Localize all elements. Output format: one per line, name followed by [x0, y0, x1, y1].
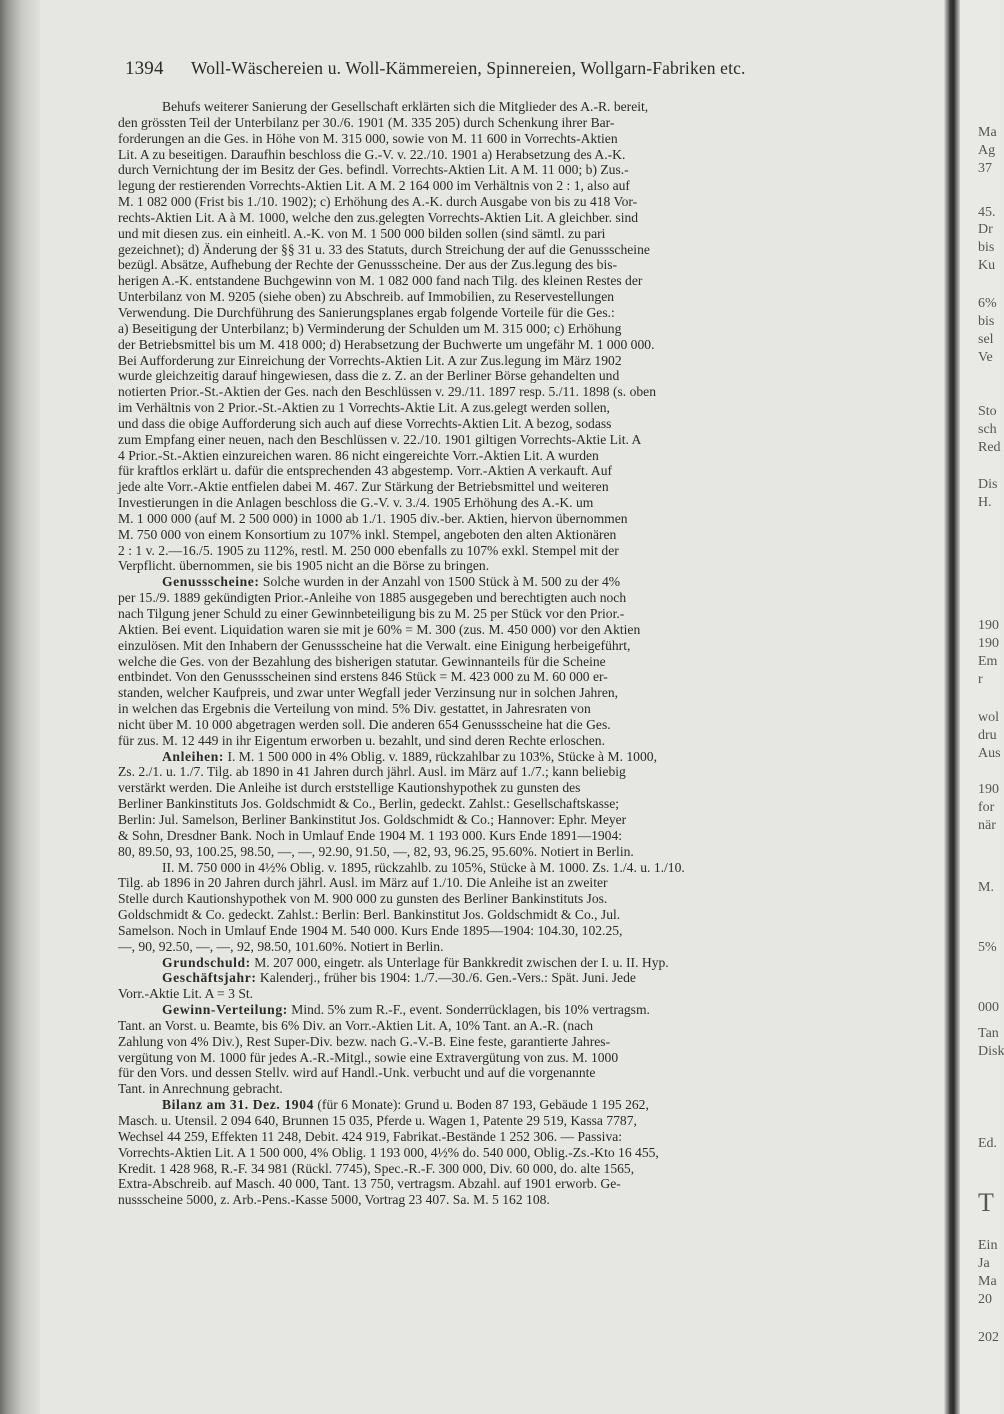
- text-line: Lit. A zu beseitigen. Daraufhin beschloss die G.-V. v. 22./10. 1901 a) Herabsetzung des A.-K.: [118, 146, 626, 162]
- text-line: Unterbilanz von M. 9205 (siehe oben) zu Abschreib. auf Immobilien, zu Reservestellungen: [118, 289, 615, 305]
- section-gewinn-verteilung: Gewinn-Verteilung: Mind. 5% zum R.-F., event. Sonderrücklagen, bis 10% vertragsm.: [162, 1002, 650, 1018]
- section-heading: Genussscheine:: [162, 574, 260, 590]
- book-gutter: [944, 0, 960, 1414]
- text-line: Stelle durch Kautionshypothek von M. 900 000 zu gunsten des Berliner Bankinstituts Jos.: [118, 891, 608, 907]
- text-line: verstärkt werden. Die Anleihe ist durch erststellige Kautionshypothek zu gunsten des: [118, 780, 581, 796]
- text-line: entbindet. Von den Genussscheinen sind erstens 846 Stück = M. 423 000 zu M. 60 000 er-: [118, 669, 608, 685]
- facing-page-fragment: H.: [978, 495, 992, 510]
- text-line: gezeichnet); d) Änderung der §§ 31 u. 33 des Statuts, durch Streichung der auf die Genussscheine: [118, 241, 650, 257]
- text-line: Vorr.-Aktie Lit. A = 3 St.: [118, 986, 254, 1002]
- text-line: Aktien. Bei event. Liquidation waren sie mit je 60% = M. 300 (zus. M. 450 000) vor den Aktien: [118, 621, 641, 637]
- facing-page-fragment: bis: [978, 314, 995, 329]
- facing-page-fragment: Ma: [978, 125, 997, 140]
- text-line: a) Beseitigung der Unterbilanz; b) Verminderung der Schulden um M. 315 000; c) Erhöhung: [118, 320, 622, 336]
- text-line: rechts-Aktien Lit. A à M. 1000, welche den zus.gelegten Vorrechts-Aktien Lit. A gleichber. sind: [118, 209, 639, 225]
- text-line: Verpflicht. übernommen, sie bis 1905 nicht an die Börse zu bringen.: [118, 558, 490, 574]
- facing-page-fragment: Red: [978, 440, 1001, 455]
- text-line: Verwendung. Die Durchführung des Sanierungsplanes ergab folgende Vorteile für die Ges.:: [118, 304, 615, 320]
- section-grundschuld: Grundschuld: M. 207 000, eingetr. als Unterlage für Bankkredit zwischen der I. u. II. Hyp.: [162, 954, 669, 970]
- text-line: Tilg. ab 1896 in 20 Jahren durch jährl. Ausl. im März auf 1./10. Die Anleihe ist an zweiter: [118, 875, 608, 891]
- text-line: nussscheine 5000, z. Arb.-Pens.-Kasse 5000, Vortrag 23 407. Sa. M. 5 162 108.: [118, 1192, 550, 1208]
- text-line: Zahlung von 4% Div.), Rest Super-Div. bezw. nach G.-V.-B. Eine feste, garantierte Jahres-: [118, 1033, 611, 1049]
- section-genussscheine: Genussscheine: Solche wurden in der Anzahl von 1500 Stück à M. 500 zu der 4%: [162, 574, 621, 590]
- facing-page-fragment: wol: [978, 710, 999, 725]
- facing-page-fragment: M.: [978, 880, 994, 895]
- text-line: Goldschmidt & Co. gedeckt. Zahlst.: Berlin: Berl. Bankinstitut Jos. Goldschmidt & Co., Jul.: [118, 907, 621, 923]
- facing-page-fragment: 190: [978, 618, 999, 633]
- facing-page-fragment: Ag: [978, 143, 996, 158]
- facing-page-fragment: 45.: [978, 205, 996, 220]
- section-heading: Grundschuld:: [162, 954, 251, 970]
- text-line: einzulösen. Mit den Inhabern der Genussscheine hat die Verwalt. eine Einigung herbeigeführt,: [118, 637, 631, 653]
- text-line: Behufs weiterer Sanierung der Gesellschaft erklärten sich die Mitglieder des A.-R. bereit,: [162, 99, 649, 114]
- text-line: standen, welcher Kaufpreis, und zwar unter Wegfall jeder Verzinsung nur in solchen Jahren,: [118, 685, 619, 701]
- text-line: im Verhältnis von 2 Prior.-St.-Aktien zu 1 Vorrechts-Aktie Lit. A zus.gelegt werden sollen,: [118, 400, 610, 416]
- text-line: Tant. in Anrechnung gebracht.: [118, 1081, 283, 1097]
- facing-page-fragment: bis: [978, 240, 995, 255]
- facing-page-fragment: Tan: [978, 1026, 999, 1041]
- text-line: Samelson. Noch in Umlauf Ende 1904 M. 540 000. Kurs Ende 1895—1904: 104.30, 102.25,: [118, 922, 623, 938]
- text-line: 2 : 1 v. 2.—16./5. 1905 zu 112%, restl. M. 250 000 ebenfalls zu 107% exkl. Stempel mit der: [118, 542, 619, 558]
- facing-page-fragment: Ku: [978, 258, 996, 273]
- text-line: M. 1 000 000 (auf M. 2 500 000) in 1000 ab 1./1. 1905 div.-ber. Aktien, hiervon übernommen: [118, 510, 628, 526]
- section-heading: Bilanz am 31. Dez. 1904: [162, 1097, 314, 1113]
- section-anleihen: Anleihen: I. M. 1 500 000 in 4% Oblig. v. 1889, rückzahlbar zu 103%, Stücke à M. 1000,: [162, 748, 657, 764]
- facing-page-edge: [960, 0, 1004, 1414]
- facing-page-fragment: Ein: [978, 1238, 998, 1253]
- text-line: & Sohn, Dresdner Bank. Noch in Umlauf Ende 1904 M. 1 193 000. Kurs Ende 1891—1904:: [118, 827, 623, 843]
- text-line: Zs. 2./1. u. 1./7. Tilg. ab 1890 in 41 Jahren durch jährl. Ausl. im März auf 1./7.; kann beliebig: [118, 764, 626, 780]
- text-line: Tant. an Vorst. u. Beamte, bis 6% Div. an Vorr.-Aktien Lit. A, 10% Tant. an A.-R. (nach: [118, 1017, 594, 1033]
- facing-page-fragment: 000: [978, 1000, 999, 1015]
- facing-page-fragment: 202: [978, 1330, 999, 1345]
- facing-page-fragment: 37: [978, 161, 992, 176]
- facing-page-fragment: sel: [978, 332, 994, 347]
- section-bilanz: Bilanz am 31. Dez. 1904 (für 6 Monate): Grund u. Boden 87 193, Gebäude 1 195 262,: [162, 1097, 649, 1113]
- text-line: für kraftlos erklärt u. dafür die entsprechenden 43 abgestemp. Vorr.-Aktien A verkauft. Auf: [118, 463, 613, 479]
- facing-page-fragment: 20: [978, 1292, 992, 1307]
- facing-page-fragment: Em: [978, 654, 998, 669]
- text-line: Bei Aufforderung zur Einreichung der Vorrechts-Aktien Lit. A zur Zus.legung im März 1902: [118, 352, 622, 368]
- text-line: Kredit. 1 428 968, R.-F. 34 981 (Rückl. 7745), Spec.-R.-F. 300 000, Div. 60 000, do. alte 1565,: [118, 1160, 635, 1176]
- text-line: Wechsel 44 259, Effekten 11 248, Debit. 424 919, Fabrikat.-Bestände 1 252 306. — Passiva:: [118, 1128, 623, 1144]
- facing-page-fragment: for: [978, 800, 995, 815]
- scan-binding-edge: [0, 0, 40, 1414]
- facing-page-fragment: 190: [978, 782, 999, 797]
- text-line: den grössten Teil der Unterbilanz per 30./6. 1901 (M. 335 205) durch Schenkung ihrer Bar-: [118, 114, 615, 130]
- facing-page-fragment: Ma: [978, 1274, 997, 1289]
- text-line: Berlin: Jul. Samelson, Berliner Bankinstitut Jos. Goldschmidt & Co.; Hannover: Ephr. Meyer: [118, 811, 627, 827]
- facing-page-fragment: sch: [978, 422, 997, 437]
- text-line: —, 90, 92.50, —, —, 92, 98.50, 101.60%. Notiert in Berlin.: [118, 938, 444, 954]
- section-heading: Gewinn-Verteilung:: [162, 1002, 288, 1018]
- text-line: für zus. M. 12 449 in ihr Eigentum erworben u. bezahlt, und sind deren Rechte erloschen.: [118, 732, 605, 748]
- page-header: [125, 58, 945, 80]
- facing-page-fragment: Disk: [978, 1044, 1004, 1059]
- facing-page-fragment: Aus: [978, 746, 1001, 761]
- text-line: Vorrechts-Aktien Lit. A 1 500 000, 4% Oblig. 1 193 000, 4½% do. 540 000, Oblig.-Zs.-Kto 16 455,: [118, 1144, 659, 1160]
- text-line: nicht über M. 10 000 abgetragen werden soll. Die anderen 654 Genussscheine hat die Ges.: [118, 716, 611, 732]
- section-heading: Geschäftsjahr:: [162, 970, 257, 986]
- text-line: und dass die obige Aufforderung sich auch auf diese Vorrechts-Aktien Lit. A bezog, sodass: [118, 415, 612, 431]
- facing-page-fragment: Ed.: [978, 1136, 998, 1151]
- text-line: jede alte Vorr.-Aktie entfielen dabei M. 467. Zur Stärkung der Betriebsmittel und weiteren: [118, 479, 609, 495]
- text-line: notierten Prior.-St.-Aktien der Ges. nach den Beschlüssen v. 29./11. 1897 resp. 5./11. 1898 (s. oben: [118, 384, 656, 400]
- text-line: durch Vernichtung der im Besitz der Ges. befindl. Vorrechts-Aktien Lit. A M. 11 000; b) Zus.-: [118, 162, 629, 178]
- text-line: legung der restierenden Vorrechts-Aktien Lit. A M. 2 164 000 im Verhältnis von 2 : 1, also auf: [118, 178, 630, 194]
- text-line: zum Empfang einer neuen, nach den Beschlüssen v. 22./10. 1901 giltigen Vorrechts-Aktie Lit. A: [118, 431, 642, 447]
- facing-page-fragment: 5%: [978, 940, 997, 955]
- facing-page-fragment: Ve: [978, 350, 993, 365]
- facing-page-fragment: Ja: [978, 1256, 990, 1271]
- text-line: der Betriebsmittel bis um M. 418 000; d) Herabsetzung der Buchwerte um ungefähr M. 1 000 000.: [118, 336, 655, 352]
- text-line: Berliner Bankinstituts Jos. Goldschmidt & Co., Berlin, gedeckt. Zahlst.: Gesellschaftskasse;: [118, 796, 620, 812]
- text-line: vergütung von M. 1000 für jedes A.-R.-Mitgl., sowie eine Extravergütung von zus. M. 1000: [118, 1049, 619, 1065]
- section-geschaeftsjahr: Geschäftsjahr: Kalenderj., früher bis 1904: 1./7.—30./6. Gen.-Vers.: Spät. Juni. Jede: [162, 970, 636, 986]
- facing-page-fragment: 190: [978, 636, 999, 651]
- facing-page-fragment: Sto: [978, 404, 997, 419]
- text-line: Extra-Abschreib. auf Masch. 40 000, Tant. 13 750, vertragsm. Abzahl. auf 1901 erworb. Ge-: [118, 1176, 621, 1192]
- text-line: herigen A.-K. entstandene Buchgewinn von M. 1 082 000 fand nach Tilg. des kleinen Restes der: [118, 273, 643, 289]
- text-line: Investierungen in die Anlagen beschloss die G.-V. v. 3./4. 1905 Erhöhung des A.-K. um: [118, 495, 594, 511]
- text-line: wurde gleichzeitig darauf hingewiesen, dass die z. Z. an der Berliner Börse gehandelten und: [118, 368, 620, 384]
- facing-page-fragment: när: [978, 818, 996, 833]
- text-line: II. M. 750 000 in 4½% Oblig. v. 1895, rückzahlb. zu 105%, Stücke à M. 1000. Zs. 1./4. u. 1./10.: [162, 859, 685, 875]
- facing-page-fragment: Dis: [978, 477, 998, 492]
- running-title: Woll-Wäschereien u. Woll-Kämmereien, Spinnereien, Wollgarn-Fabriken etc.: [191, 58, 746, 78]
- facing-page-fragment: r: [978, 672, 983, 687]
- facing-page-fragment: dru: [978, 728, 997, 743]
- facing-page-fragment: 6%: [978, 296, 997, 311]
- text-line: in welchen das Ergebnis die Verteilung von mind. 5% Div. gestattet, in Jahresraten von: [118, 701, 591, 717]
- text-line: 80, 89.50, 93, 100.25, 98.50, —, —, 92.90, 91.50, —, 82, 93, 96.25, 95.60%. Notiert in Berlin.: [118, 843, 634, 859]
- text-line: M. 750 000 von einem Konsortium zu 107% inkl. Stempel, angeboten den alten Aktionären: [118, 526, 617, 542]
- text-line: bezügl. Absätze, Aufhebung der Rechte der Genussscheine. Der aus der Zus.legung des bis-: [118, 257, 618, 273]
- text-line: Masch. u. Utensil. 2 094 640, Brunnen 15 035, Pferde u. Wagen 1, Patente 29 519, Kassa 7787,: [118, 1113, 637, 1128]
- text-line: und mit diesen zus. ein einheitl. A.-K. von M. 1 500 000 bilden sollen (sind sämtl. zu pari: [118, 225, 606, 241]
- page-number: 1394: [125, 58, 164, 79]
- text-line: per 15./9. 1889 gekündigten Prior.-Anleihe von 1885 ausgegeben und berechtigten auch noch: [118, 590, 627, 606]
- text-line: nach Tilgung jener Schuld zu einer Gewinnbeteiligung bis zu M. 25 per Stück vor den Prior.-: [118, 606, 625, 621]
- section-heading: Anleihen:: [162, 748, 225, 764]
- body-text: [118, 99, 936, 1208]
- text-line: forderungen an die Ges. in Höhe von M. 315 000, sowie von M. 11 600 in Vorrechts-Aktien: [118, 130, 618, 146]
- facing-page-fragment: Dr: [978, 222, 993, 237]
- text-line: 4 Prior.-St.-Aktien einzureichen waren. 86 nicht eingereichte Vorr.-Aktien Lit. A wurden: [118, 447, 599, 463]
- facing-page-fragment: T: [978, 1188, 994, 1217]
- text-line: welche die Ges. von der Bezahlung des bisherigen statutar. Gewinnanteils für die Scheine: [118, 653, 606, 669]
- text-line: für den Vors. und dessen Stellv. wird auf Handl.-Unk. verbucht und auf die vorgenannte: [118, 1065, 596, 1081]
- text-line: M. 1 082 000 (Frist bis 1./10. 1902); c) Erhöhung des A.-K. durch Ausgabe von bis zu 418 Vor-: [118, 194, 638, 210]
